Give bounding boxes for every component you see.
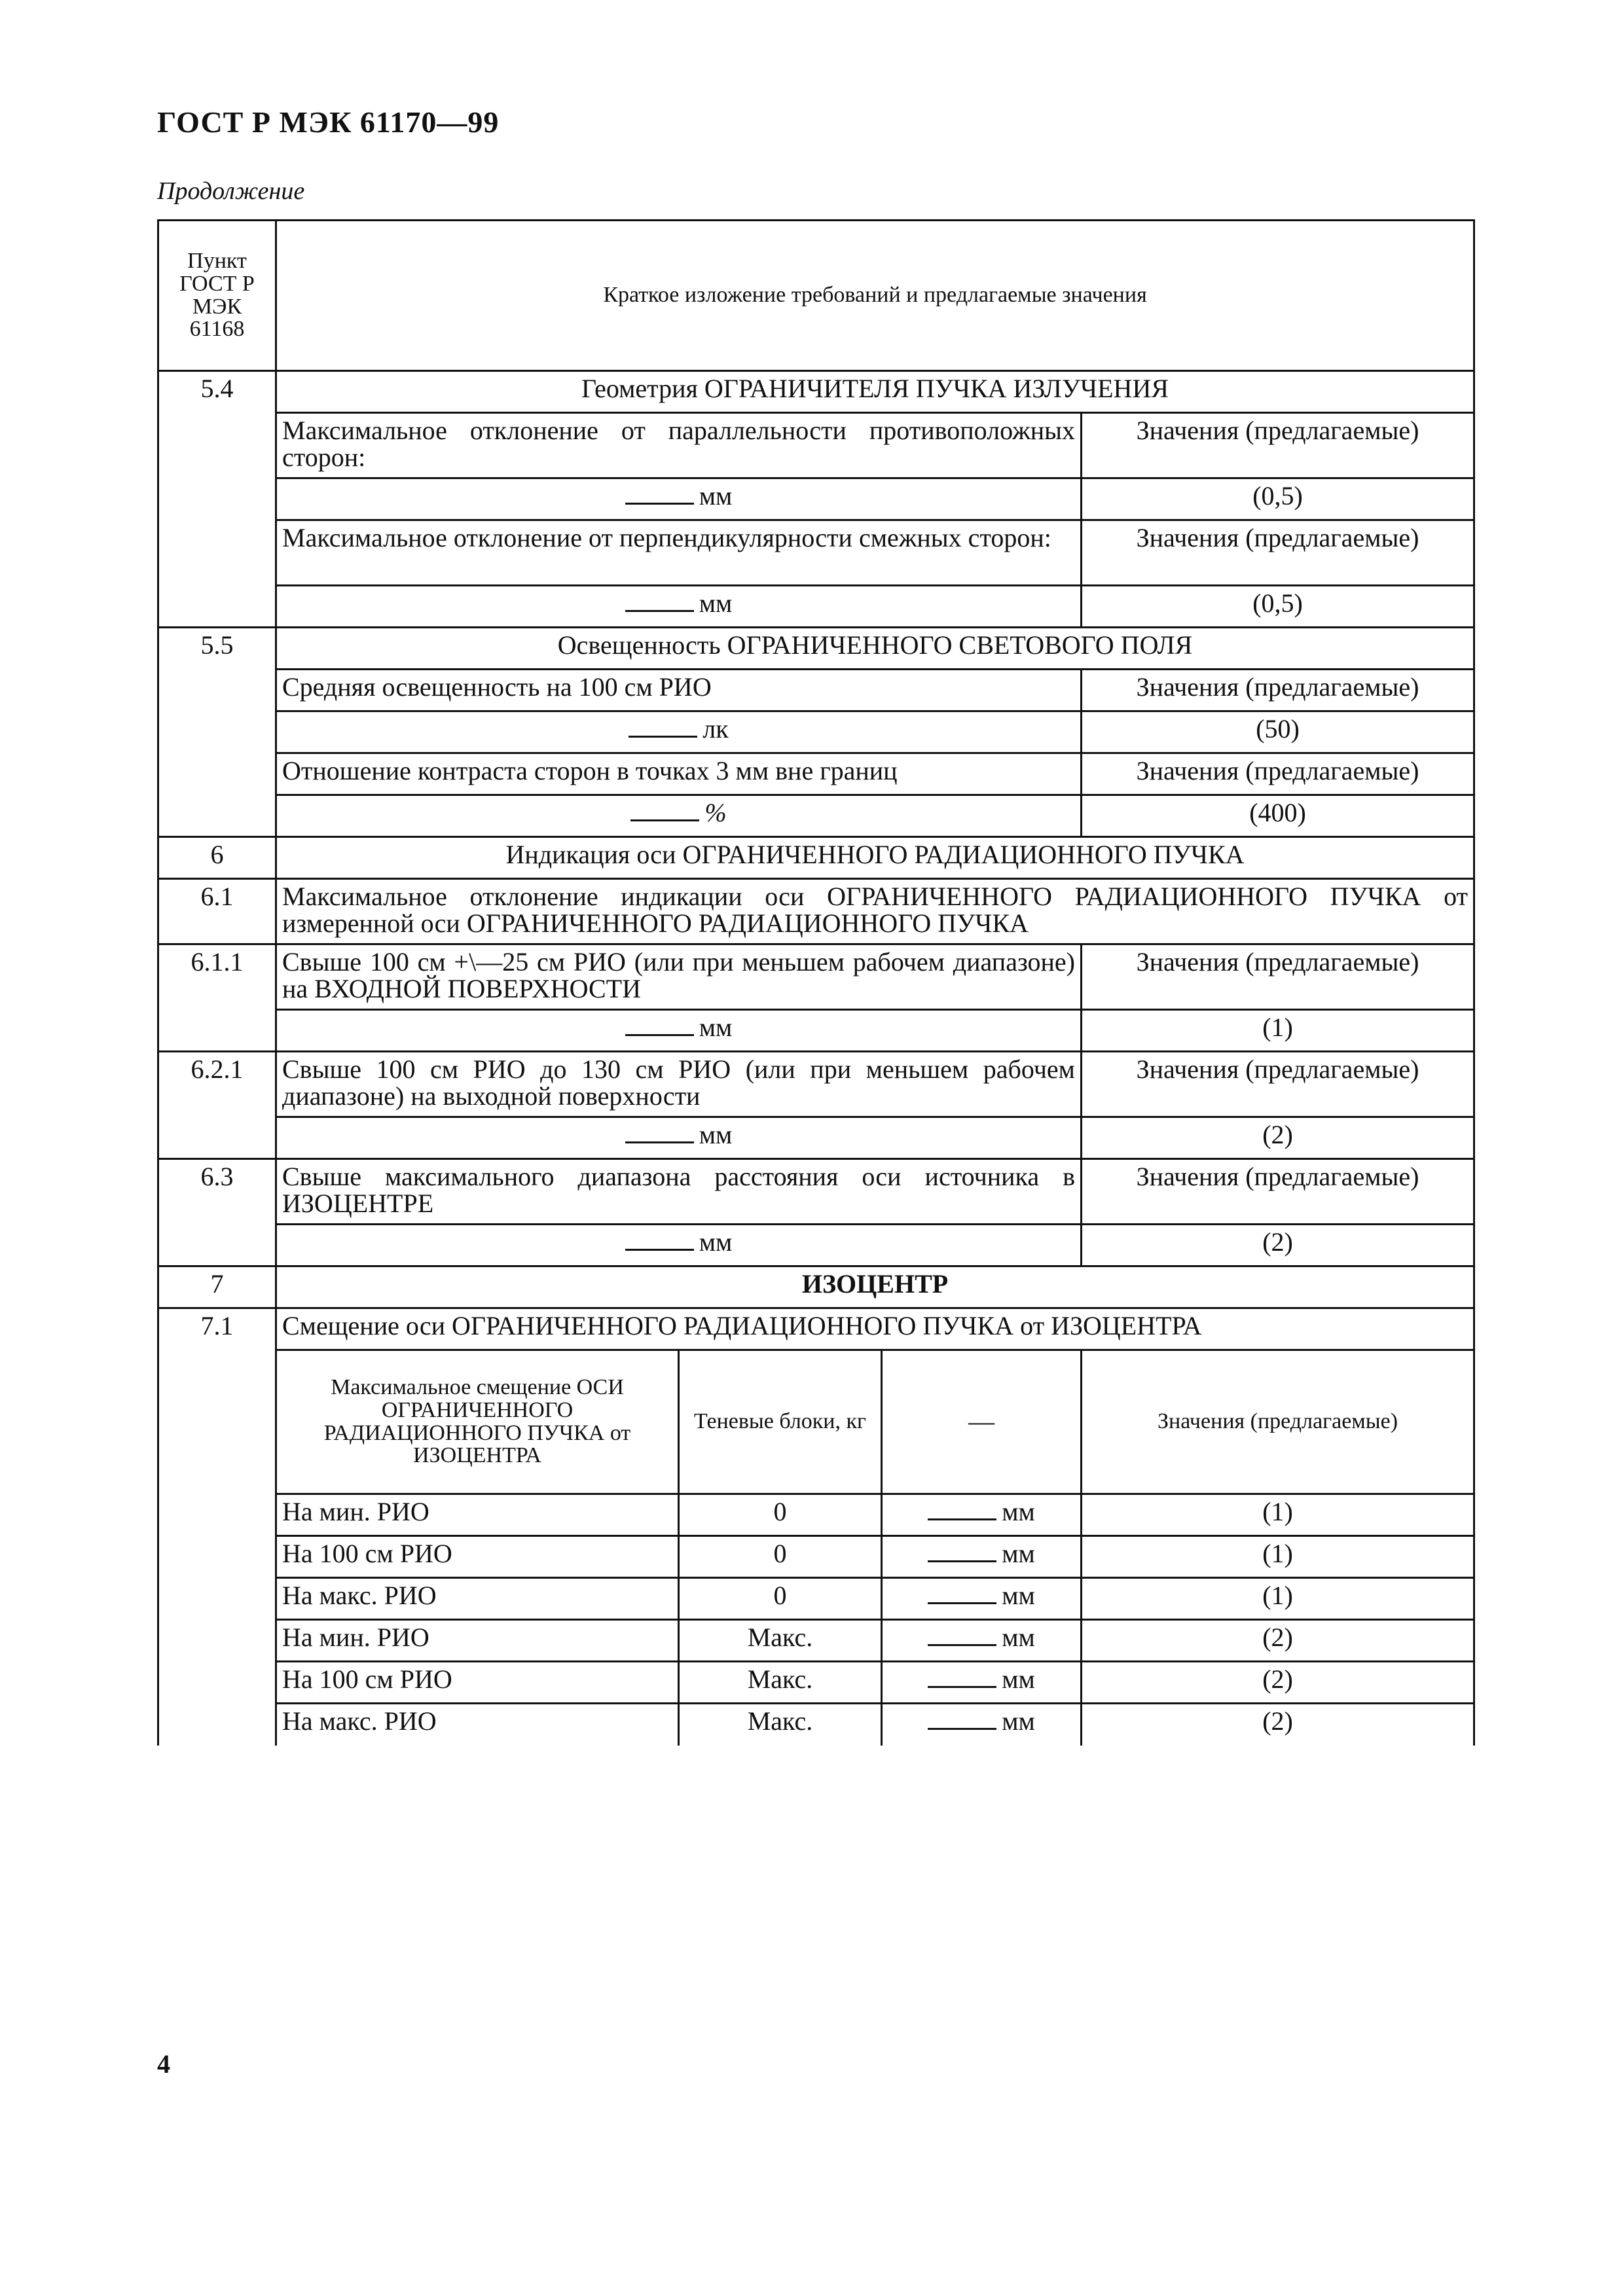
unit-label: мм: [1002, 1497, 1035, 1526]
table-row: [158, 586, 1474, 628]
row-blocks: Макс.: [679, 1620, 882, 1662]
table-row: [158, 1704, 1474, 1746]
section-5-5-title: Освещенность ОГРАНИЧЕННОГО СВЕТОВОГО ПОЛЯ: [276, 628, 1474, 670]
table-row: [158, 1620, 1474, 1662]
unit-label: мм: [1002, 1706, 1035, 1736]
row-unit-cell: [882, 1494, 1082, 1536]
s63-text: Свыше максимального диапазона расстояния оси источника в ИЗОЦЕНТРЕ: [276, 1159, 1082, 1225]
blank-field: [928, 1682, 996, 1688]
continuation-label: Продолжение: [157, 177, 305, 205]
unit-label: мм: [699, 1013, 733, 1042]
row-blocks: Макс.: [679, 1662, 882, 1704]
point-6-2-1: 6.2.1: [158, 1052, 276, 1159]
row-value: (1): [1082, 1536, 1474, 1578]
table-row: [158, 1578, 1474, 1620]
s611-text: Свыше 100 см +\—25 см РИО (или при меньшем рабочем диапазоне) на ВХОДНОЙ ПОВЕРХНОСТИ: [276, 944, 1082, 1010]
section-6-1-row: [158, 879, 1474, 944]
row-label: На мин. РИО: [276, 1620, 679, 1662]
section-6-title: Индикация оси ОГРАНИЧЕННОГО РАДИАЦИОННОГО ПУЧКА: [276, 837, 1474, 879]
unit-label: лк: [702, 714, 729, 744]
section-6-1-1-row: [158, 944, 1474, 1010]
section-6-2-1-row: [158, 1052, 1474, 1117]
s63-unit-cell: [276, 1225, 1082, 1266]
table-header-row: [158, 221, 1474, 371]
row-blocks: 0: [679, 1578, 882, 1620]
value-label: Значения (предлагаемые): [1082, 1052, 1474, 1117]
unit-label: мм: [699, 1120, 733, 1149]
row-blocks: 0: [679, 1494, 882, 1536]
s621-unit-cell: [276, 1117, 1082, 1159]
subheader-dash: —: [882, 1350, 1082, 1494]
requirements-table: [157, 219, 1475, 1746]
row-unit-cell: [882, 1536, 1082, 1578]
blank-field: [625, 1245, 694, 1251]
unit-label: мм: [1002, 1539, 1035, 1568]
row-value: (1): [1082, 1578, 1474, 1620]
row-label: На 100 см РИО: [276, 1662, 679, 1704]
s54-r2-value: (0,5): [1082, 586, 1474, 628]
blank-field: [625, 606, 694, 612]
table-row: [158, 795, 1474, 837]
section-7-row: [158, 1266, 1474, 1308]
s621-value: (2): [1082, 1117, 1474, 1159]
point-7-1: 7.1: [158, 1308, 276, 1746]
point-6-3: 6.3: [158, 1159, 276, 1266]
row-value: (2): [1082, 1620, 1474, 1662]
row-label: На мин. РИО: [276, 1494, 679, 1536]
s55-r2-value: (400): [1082, 795, 1474, 837]
unit-label: мм: [1002, 1664, 1035, 1694]
section-6-row: [158, 837, 1474, 879]
value-label: Значения (предлагаемые): [1082, 944, 1474, 1010]
table-row: [158, 1225, 1474, 1266]
section-7-1-subheader-row: [158, 1350, 1474, 1494]
s54-r2-text: Максимальное отклонение от перпендикулярности смежных сторон:: [276, 520, 1082, 586]
subheader-max-offset: Максимальное смещение ОСИ ОГРАНИЧЕННОГО РАДИАЦИОННОГО ПУЧКА от ИЗОЦЕНТРА: [276, 1350, 679, 1494]
table-row: [158, 520, 1474, 586]
blank-field: [928, 1515, 996, 1520]
row-unit-cell: [882, 1662, 1082, 1704]
page-number: 4: [157, 2049, 170, 2079]
unit-label: мм: [699, 1227, 733, 1257]
row-label: На 100 см РИО: [276, 1536, 679, 1578]
value-label: Значения (предлагаемые): [1082, 413, 1474, 478]
blank-field: [928, 1556, 996, 1562]
unit-label: мм: [699, 588, 733, 618]
blank-field: [630, 816, 699, 821]
document-header: ГОСТ Р МЭК 61170—99: [157, 105, 500, 139]
s55-r2-unit-cell: [276, 795, 1082, 837]
section-6-1-text: Максимальное отклонение индикации оси ОГРАНИЧЕННОГО РАДИАЦИОННОГО ПУЧКА от измеренной оси ОГРАНИЧЕННОГО РАДИАЦИОННОГО ПУЧКА: [276, 879, 1474, 944]
blank-field: [928, 1640, 996, 1646]
row-value: (2): [1082, 1704, 1474, 1746]
s611-unit-cell: [276, 1010, 1082, 1052]
col-header-summary: Краткое изложение требований и предлагаемые значения: [276, 221, 1474, 371]
value-label: Значения (предлагаемые): [1082, 1159, 1474, 1225]
table-row: [158, 1536, 1474, 1578]
subheader-shadow-blocks: Теневые блоки, кг: [679, 1350, 882, 1494]
unit-label: мм: [699, 481, 733, 511]
section-5-4-title: Геометрия ОГРАНИЧИТЕЛЯ ПУЧКА ИЗЛУЧЕНИЯ: [276, 371, 1474, 413]
s55-r1-text: Средняя освещенность на 100 см РИО: [276, 670, 1082, 711]
s611-value: (1): [1082, 1010, 1474, 1052]
table-row: [158, 1662, 1474, 1704]
s55-r2-text: Отношение контраста сторон в точках 3 мм вне границ: [276, 753, 1082, 795]
s54-r1-text: Максимальное отклонение от параллельности противоположных сторон:: [276, 413, 1082, 478]
blank-field: [625, 1030, 694, 1036]
s55-r1-unit-cell: [276, 711, 1082, 753]
blank-field: [928, 1724, 996, 1730]
point-5-5: 5.5: [158, 628, 276, 837]
section-7-1-title-row: [158, 1308, 1474, 1350]
point-5-4: 5.4: [158, 371, 276, 628]
value-label: Значения (предлагаемые): [1082, 753, 1474, 795]
table-row: [158, 1494, 1474, 1536]
col-header-point: Пункт ГОСТ Р МЭК 61168: [158, 221, 276, 371]
section-7-title: ИЗОЦЕНТР: [276, 1266, 1474, 1308]
row-value: (1): [1082, 1494, 1474, 1536]
blank-field: [928, 1598, 996, 1604]
row-label: На макс. РИО: [276, 1578, 679, 1620]
row-unit-cell: [882, 1578, 1082, 1620]
table-row: [158, 413, 1474, 478]
row-blocks: 0: [679, 1536, 882, 1578]
blank-field: [625, 1138, 694, 1143]
table-row: [158, 1010, 1474, 1052]
section-5-4-title-row: [158, 371, 1474, 413]
subheader-values: Значения (предлагаемые): [1082, 1350, 1474, 1494]
unit-label: %: [704, 798, 727, 827]
s55-r1-value: (50): [1082, 711, 1474, 753]
table-row: [158, 753, 1474, 795]
table-row: [158, 670, 1474, 711]
point-7: 7: [158, 1266, 276, 1308]
s54-r1-unit-cell: [276, 478, 1082, 520]
value-label: Значения (предлагаемые): [1082, 670, 1474, 711]
row-unit-cell: [882, 1704, 1082, 1746]
blank-field: [629, 732, 697, 738]
row-blocks: Макс.: [679, 1704, 882, 1746]
s621-text: Свыше 100 см РИО до 130 см РИО (или при меньшем рабочем диапазоне) на выходной поверхности: [276, 1052, 1082, 1117]
unit-label: мм: [1002, 1581, 1035, 1610]
s63-value: (2): [1082, 1225, 1474, 1266]
section-7-1-title: Смещение оси ОГРАНИЧЕННОГО РАДИАЦИОННОГО ПУЧКА от ИЗОЦЕНТРА: [276, 1308, 1474, 1350]
unit-label: мм: [1002, 1623, 1035, 1652]
point-6-1-1: 6.1.1: [158, 944, 276, 1052]
row-value: (2): [1082, 1662, 1474, 1704]
table-row: [158, 478, 1474, 520]
s54-r1-value: (0,5): [1082, 478, 1474, 520]
table-row: [158, 1117, 1474, 1159]
section-6-3-row: [158, 1159, 1474, 1225]
section-5-5-title-row: [158, 628, 1474, 670]
row-label: На макс. РИО: [276, 1704, 679, 1746]
table-row: [158, 711, 1474, 753]
row-unit-cell: [882, 1620, 1082, 1662]
blank-field: [625, 499, 694, 505]
point-6: 6: [158, 837, 276, 879]
point-6-1: 6.1: [158, 879, 276, 944]
value-label: Значения (предлагаемые): [1082, 520, 1474, 586]
s54-r2-unit-cell: [276, 586, 1082, 628]
